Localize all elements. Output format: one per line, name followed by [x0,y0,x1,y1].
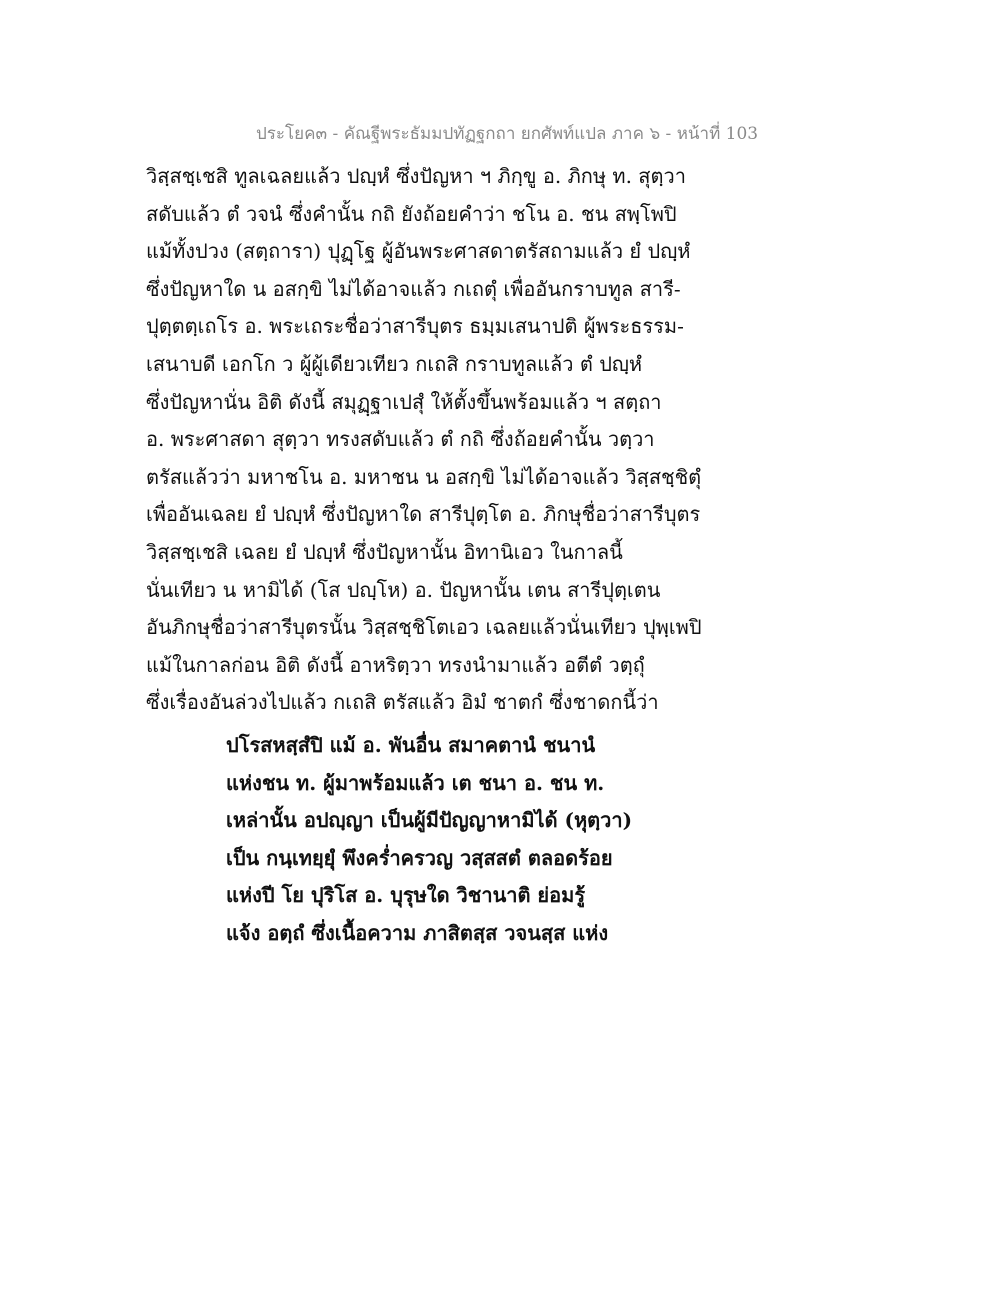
verse-line-1: ปโรสหสฺสํปิ แม้ อ. พันอื่น สมาคตานํ ชนานํ [226,733,596,757]
body-line-11: วิสฺสชฺเชสิ เฉลย ยํ ปญฺหํ ซึ่งปัญหานั้น อิทานิเอว ในกาลนี้ [146,539,623,564]
body-line-7: ซึ่งปัญหานั่น อิติ ดังนี้ สมุฏฺฐาเปสุํ ให้ตั้งขึ้นพร้อมแล้ว ฯ สตฺถา [146,389,662,414]
verse-line-5: แห่งปี โย ปุริโส อ. บุรุษใด วิชานาติ ย่อมรู้ [226,883,586,907]
body-text [146,158,726,722]
body-line-2: สดับแล้ว ตํ วจนํ ซึ่งคำนั้น กถิ ยังถ้อยคำว่า ชโน อ. ชน สพฺโพปิ [146,201,677,226]
page-header: ประโยค๓ - คัณฐีพระธัมมปทัฏฐกถา ยกศัพท์แปล ภาค ๖ - หน้าที่ 103 [256,124,759,144]
verse-line-4: เป็น กนฺเทยฺยุํ พึงคร่ำครวญ วสฺสสตํ ตลอดร้อย [226,845,613,870]
body-line-13: อันภิกษุชื่อว่าสารีบุตรนั้น วิสฺสชฺชิโตเอว เฉลยแล้วนั่นเทียว ปุพฺเพปิ [146,615,702,640]
body-line-6: เสนาบดี เอกโก ว ผู้ผู้เดียวเทียว กเถสิ กราบทูลแล้ว ตํ ปญฺหํ [146,351,643,376]
body-line-8: อ. พระศาสดา สุตฺวา ทรงสดับแล้ว ตํ กถิ ซึ่งถ้อยคำนั้น วตฺวา [146,427,655,452]
body-line-10: เพื่ออันเฉลย ยํ ปญฺหํ ซึ่งปัญหาใด สารีปุตฺโต อ. ภิกษุชื่อว่าสารีบุตร [146,502,701,527]
verse-block [226,727,686,952]
verse-line-3: เหล่านั้น อปญฺญา เป็นผู้มีปัญญาหามิได้ (หุตฺวา) [226,808,633,832]
body-line-15: ซึ่งเรื่องอันล่วงไปแล้ว กเถสิ ตรัสแล้ว อิมํ ชาตกํ ซึ่งชาดกนี้ว่า [146,690,659,715]
verse-line-2: แห่งชน ท. ผู้มาพร้อมแล้ว เต ชนา อ. ชน ท. [226,770,605,795]
body-line-14: แม้ในกาลก่อน อิติ ดังนี้ อาหริตฺวา ทรงนำมาแล้ว อตีตํ วตฺถุํ [146,652,645,677]
body-line-4: ซึ่งปัญหาใด น อสกฺขิ ไม่ได้อาจแล้ว กเถตุํ เพื่ออันกราบทูล สารี- [146,276,681,301]
body-line-3: แม้ทั้งปวง (สตฺถารา) ปุฏฺโฐ ผู้อันพระศาสดาตรัสถามแล้ว ยํ ปญฺหํ [146,239,691,264]
body-line-9: ตรัสแล้วว่า มหาชโน อ. มหาชน น อสกฺขิ ไม่ได้อาจแล้ว วิสฺสชฺชิตุํ [146,464,702,489]
body-line-12: นั่นเทียว น หามิได้ (โส ปญฺโห) อ. ปัญหานั้น เตน สารีปุตฺเตน [146,577,661,602]
body-line-1: วิสฺสชฺเชสิ ทูลเฉลยแล้ว ปญฺหํ ซึ่งปัญหา ฯ ภิกฺขู อ. ภิกษุ ท. สุตฺวา [146,164,686,188]
body-line-5: ปุตฺตตฺเถโร อ. พระเถระชื่อว่าสารีบุตร ธมฺมเสนาปติ ผู้พระธรรม- [146,314,684,339]
verse-line-6: แจ้ง อตฺถํ ซึ่งเนื้อความ ภาสิตสฺส วจนสฺส แห่ง [226,920,609,945]
